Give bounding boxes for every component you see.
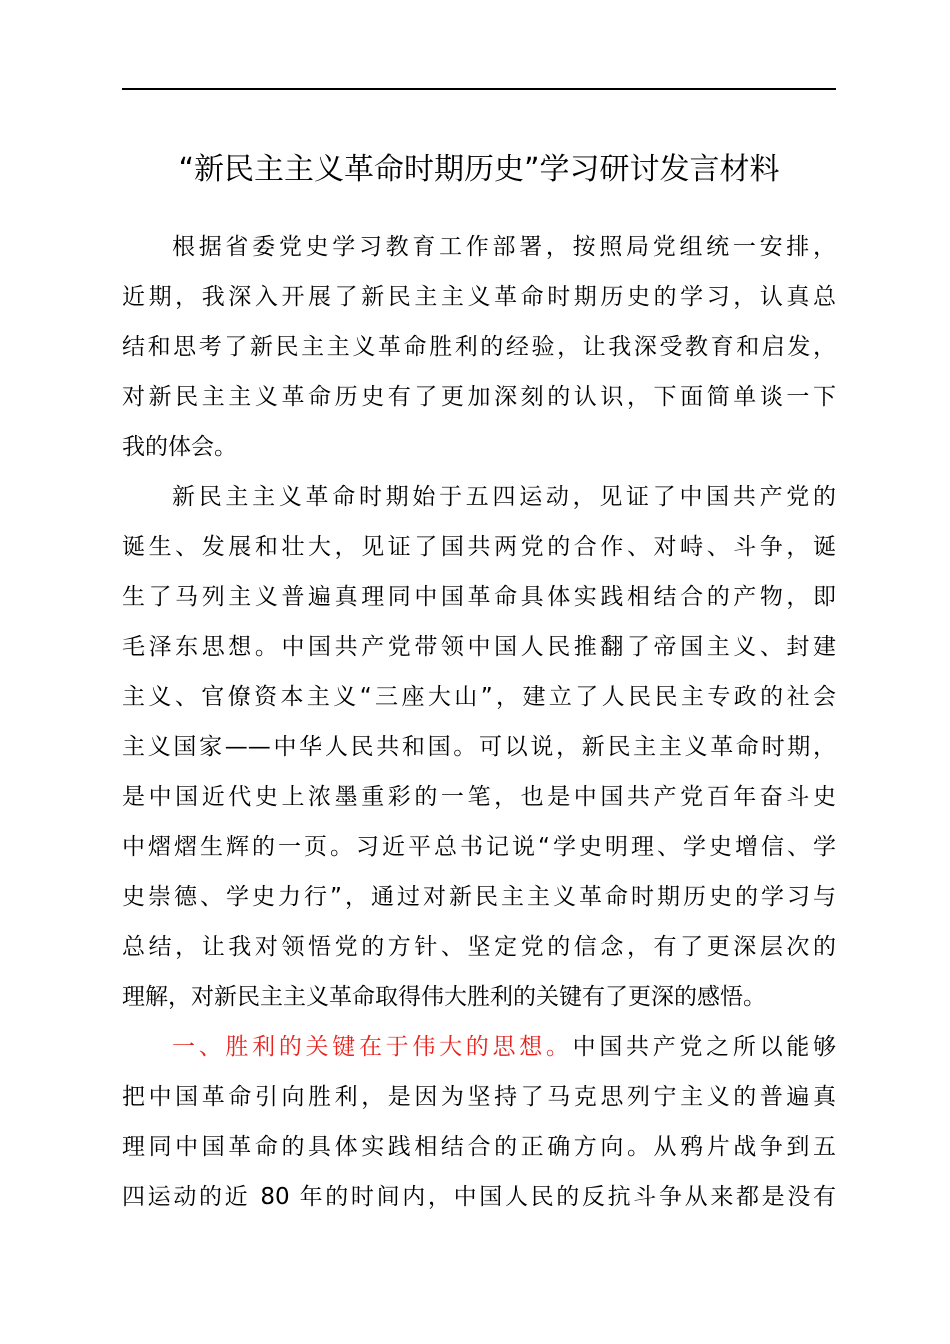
paragraph-1-line-4: 对新民主主义革命历史有了更加深刻的认识，下面简单谈一下 xyxy=(122,384,836,410)
paragraph-3-line-1 xyxy=(122,1022,836,1072)
paragraph-3-line-1-rest: 中国共产党之所以能够 xyxy=(572,1034,837,1060)
paragraph-2-line-6: 主义国家——中华人民共和国。可以说，新民主主义革命时期， xyxy=(122,734,836,760)
paragraph-1-line-5: 我的体会。 xyxy=(122,434,237,460)
paragraph-2-line-9: 史崇德、学史力行”，通过对新民主主义革命时期历史的学习与 xyxy=(122,884,836,910)
document-body xyxy=(122,222,836,1222)
paragraph-3-line-2: 把中国革命引向胜利，是因为坚持了马克思列宁主义的普遍真 xyxy=(122,1084,836,1110)
paragraph-1-line-3: 结和思考了新民主主义革命胜利的经验，让我深受教育和启发， xyxy=(122,334,836,360)
paragraph-2-line-1: 新民主主义革命时期始于五四运动，见证了中国共产党的 xyxy=(172,484,836,510)
paragraph-1-line-1: 根据省委党史学习教育工作部署，按照局党组统一安排， xyxy=(172,234,836,260)
paragraph-2-line-10: 总结，让我对领悟党的方针、坚定党的信念，有了更深层次的 xyxy=(122,934,836,960)
paragraph-2-line-2: 诞生、发展和壮大，见证了国共两党的合作、对峙、斗争，诞 xyxy=(122,534,836,560)
paragraph-2-line-5: 主义、官僚资本主义“三座大山”，建立了人民民主专政的社会 xyxy=(122,684,836,710)
paragraph-3-line-3: 理同中国革命的具体实践相结合的正确方向。从鸦片战争到五 xyxy=(122,1134,836,1160)
header-rule xyxy=(122,88,836,90)
paragraph-2-line-3: 生了马列主义普遍真理同中国革命具体实践相结合的产物，即 xyxy=(122,584,836,610)
paragraph-2-line-4: 毛泽东思想。中国共产党带领中国人民推翻了帝国主义、封建 xyxy=(122,634,836,660)
paragraph-2-line-11: 理解，对新民主主义革命取得伟大胜利的关键有了更深的感悟。 xyxy=(122,984,766,1010)
paragraph-2-line-8: 中熠熠生辉的一页。习近平总书记说“学史明理、学史增信、学 xyxy=(122,834,836,860)
document-title: “新民主主义革命时期历史”学习研讨发言材料 xyxy=(178,152,780,187)
paragraph-2-line-7: 是中国近代史上浓墨重彩的一笔，也是中国共产党百年奋斗史 xyxy=(122,784,836,810)
paragraph-1-line-2: 近期，我深入开展了新民主主义革命时期历史的学习，认真总 xyxy=(122,284,836,310)
paragraph-3-line-4: 四运动的近 80 年的时间内，中国人民的反抗斗争从来都是没有 xyxy=(122,1184,836,1210)
section-heading: 一、胜利的关键在于伟大的思想。 xyxy=(172,1034,573,1060)
